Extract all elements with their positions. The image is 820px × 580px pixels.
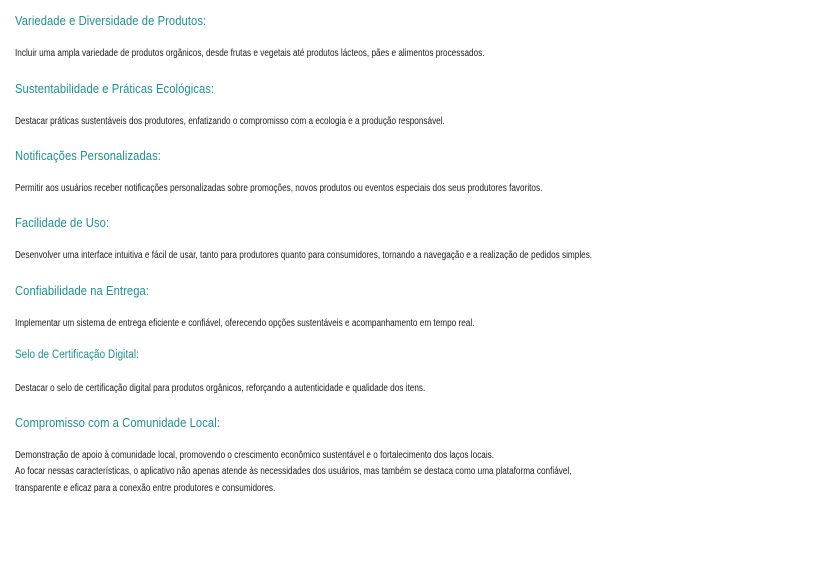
section-text-variety: Incluir uma ampla variedade de produtos orgânicos, desde frutas e vegetais até produtos lácteos, pães e alimentos processados. [15,48,485,59]
section-heading-community: Compromisso com a Comunidade Local: [15,415,220,430]
section-text-certification: Destacar o selo de certificação digital para produtos orgânicos, reforçando a autenticidade e qualidade dos itens. [15,383,426,394]
section-text-community: Demonstração de apoio à comunidade local, promovendo o crescimento econômico sustentável e o fortalecimento dos laços locais. [15,450,495,461]
section-heading-variety: Variedade e Diversidade de Produtos: [15,13,207,28]
section-text-sustainability: Destacar práticas sustentáveis dos produtores, enfatizando o compromisso com a ecologia e a produção responsável. [15,116,445,127]
section-text-delivery: Implementar um sistema de entrega eficiente e confiável, oferecendo opções sustentáveis e acompanhamento em tempo real. [15,318,475,329]
section-heading-ease-of-use: Facilidade de Uso: [15,215,110,230]
section-heading-notifications: Notificações Personalizadas: [15,148,161,163]
section-heading-delivery: Confiabilidade na Entrega: [15,283,150,298]
section-heading-certification: Selo de Certificação Digital: [15,349,139,361]
section-heading-sustainability: Sustentabilidade e Práticas Ecológicas: [15,81,215,96]
section-text-ease-of-use: Desenvolver uma interface intuitiva e fácil de usar, tanto para produtores quanto para consumidores, tornando a navegação e a realização de pedidos simples. [15,250,593,261]
conclusion-line-1: Ao focar nessas características, o aplicativo não apenas atende às necessidades dos usuários, mas também se destaca como uma plataforma confiável, [15,466,572,477]
conclusion-line-2: transparente e eficaz para a conexão entre produtores e consumidores. [15,483,276,494]
section-text-notifications: Permitir aos usuários receber notificações personalizadas sobre promoções, novos produtos ou eventos especiais dos seus produtores favoritos. [15,183,543,194]
